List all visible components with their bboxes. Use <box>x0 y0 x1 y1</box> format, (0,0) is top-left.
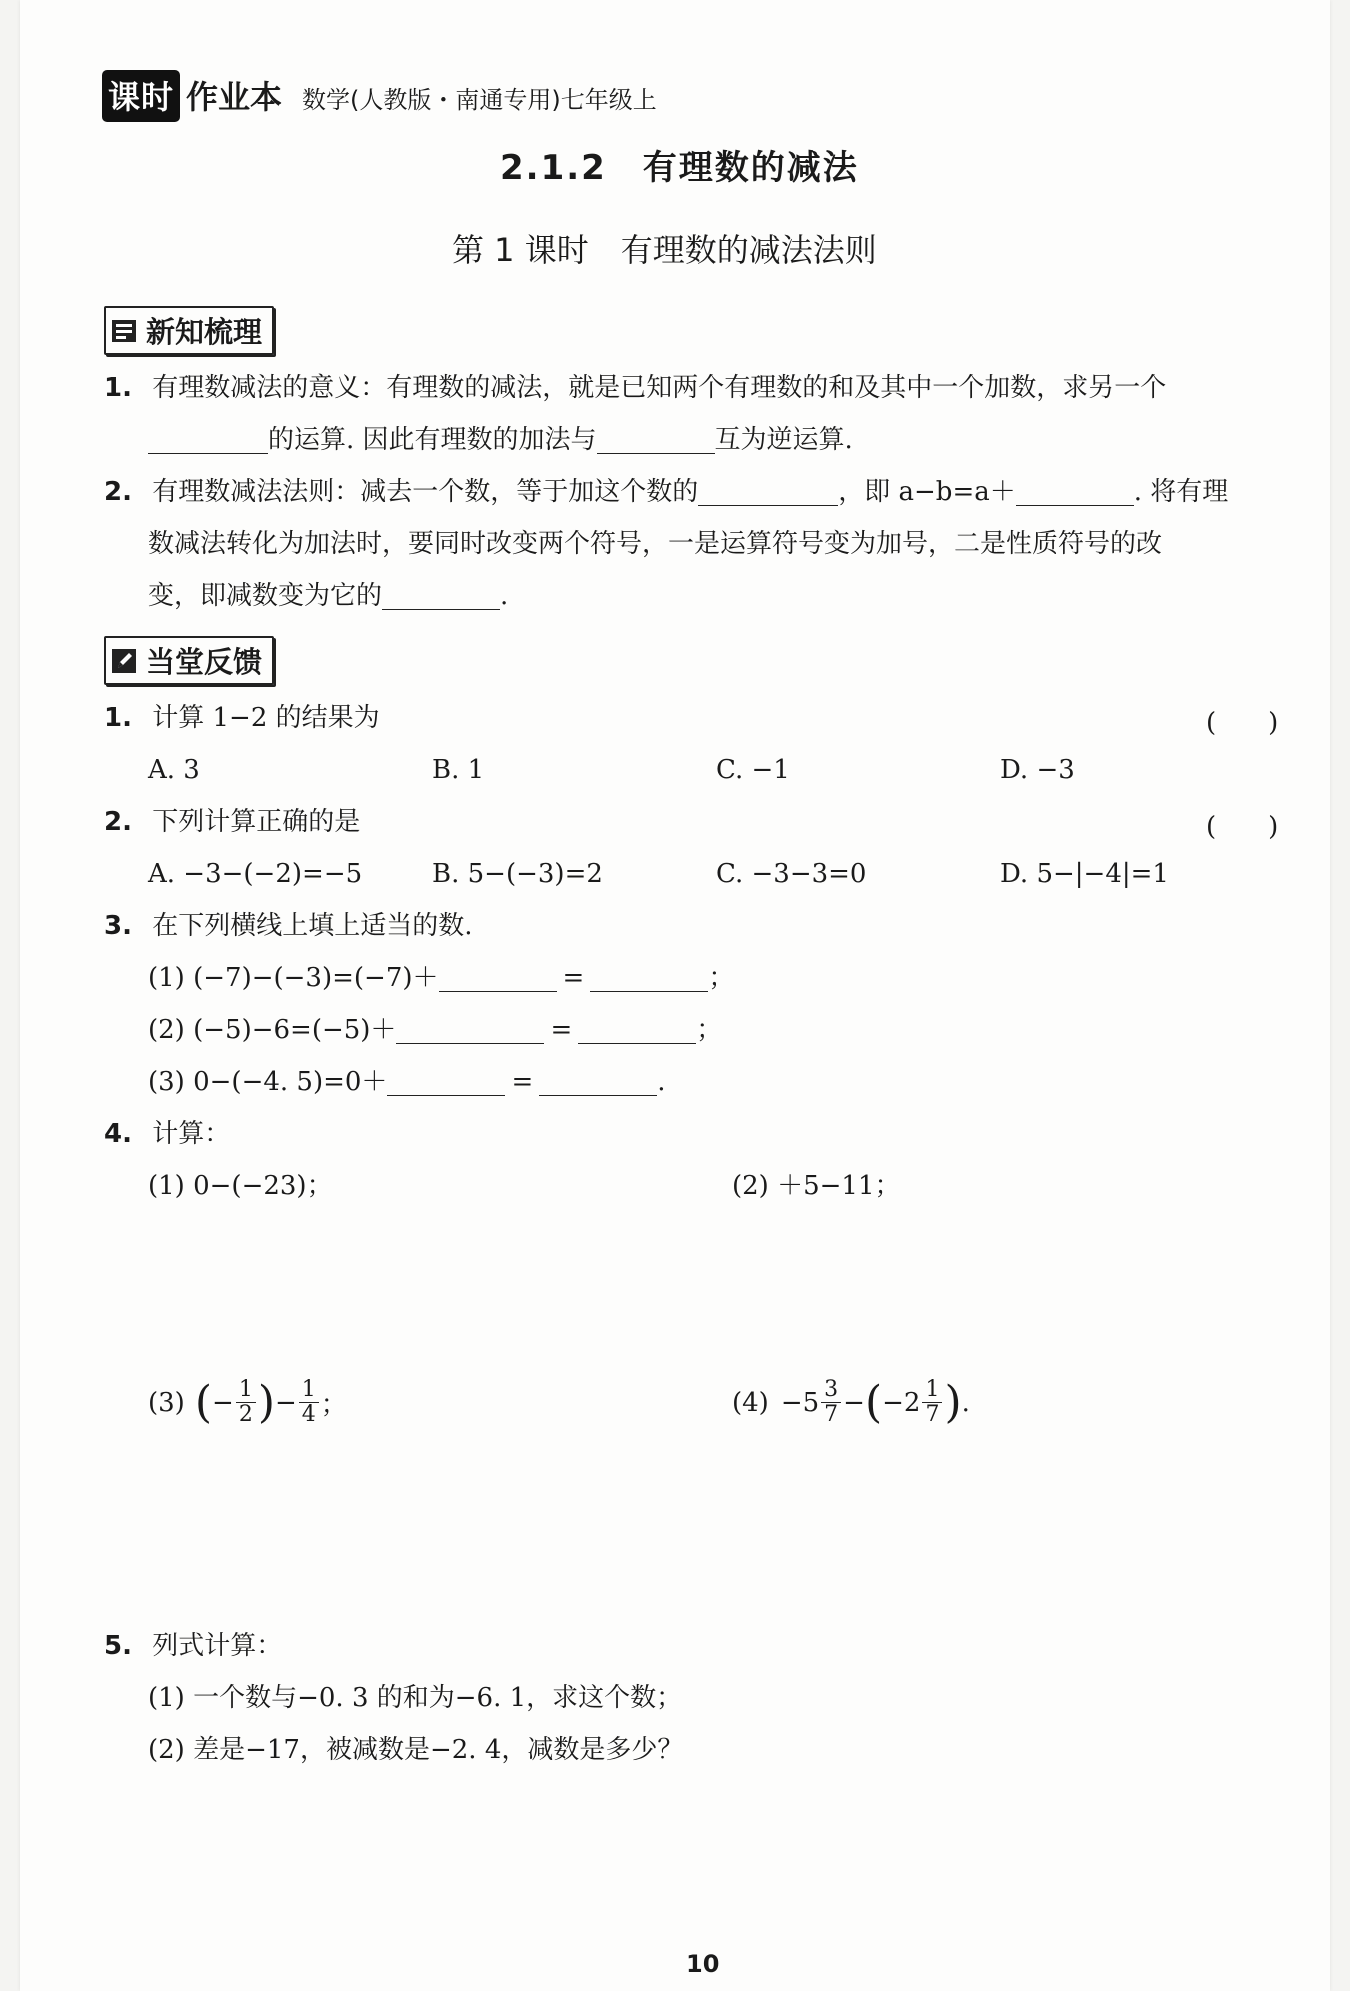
brand-name: 作业本 <box>186 78 283 116</box>
feedback-question-3: 3. 在下列横线上填上适当的数. <box>104 911 473 941</box>
calc-item-4: (4) −5 $\frac{3}{7}$ − ( −2 $\frac{1}{7}$ ) . <box>732 1376 970 1428</box>
feedback-question-5: 5. 列式计算： <box>104 1631 283 1661</box>
option-d[interactable]: D. 5−|−4|=1 <box>1000 859 1169 889</box>
section-tag-feedback <box>104 636 274 685</box>
answer-blank[interactable] <box>590 959 708 992</box>
section-title: 2.1.2 有理数的减法 <box>500 148 859 188</box>
fraction: $\frac{1}{4}$ <box>299 1378 319 1427</box>
word-problem-1: (1) 一个数与−0. 3 的和为−6. 1，求这个数； <box>148 1683 683 1713</box>
word-problem-2: (2) 差是−17，被减数是−2. 4，减数是多少？ <box>148 1735 684 1765</box>
answer-blank[interactable] <box>1016 473 1134 506</box>
page-number: 10 <box>686 1950 720 1978</box>
calc-item-3: (3) ( − $\frac{1}{2}$ ) − $\frac{1}{4}$ ； <box>148 1376 347 1428</box>
section-tag-knowledge <box>104 306 274 355</box>
answer-paren[interactable]: ( ) <box>1206 708 1279 738</box>
knowledge-item-1-line-1: 1. 有理数减法的意义：有理数的减法，就是已知两个有理数的和及其中一个加数，求另一个 <box>104 373 1167 403</box>
section-knowledge-label: 新知梳理 <box>146 315 263 349</box>
option-a[interactable]: A. −3−(−2)=−5 <box>148 859 363 889</box>
knowledge-item-2-line-1: 2. 有理数减法法则：减去一个数，等于加这个数的 ，即 a−b=a＋ . 将有理 <box>104 466 1228 518</box>
fill-item-3: (3) 0−(−4. 5)=0＋ = . <box>148 1056 666 1108</box>
knowledge-item-2-line-3: 变，即减数变为它的 . <box>148 570 508 622</box>
calc-item-1: (1) 0−(−23)； <box>148 1171 333 1201</box>
option-b[interactable]: B. 1 <box>432 755 485 785</box>
brand-logo: 课时 <box>102 70 180 122</box>
fill-item-2: (2) (−5)−6=(−5)＋ = ； <box>148 1004 722 1056</box>
fraction: $\frac{1}{7}$ <box>922 1378 942 1427</box>
fill-item-1: (1) (−7)−(−3)=(−7)＋ = ； <box>148 952 734 1004</box>
answer-blank[interactable] <box>578 1011 696 1044</box>
pencil-icon <box>110 647 138 675</box>
section-feedback-label: 当堂反馈 <box>146 645 263 679</box>
book-icon <box>110 317 138 345</box>
subject-label: 数学(人教版・南通专用)七年级上 <box>302 86 657 114</box>
feedback-question-1: 1. 计算 1−2 的结果为 <box>104 703 380 733</box>
option-c[interactable]: C. −3−3=0 <box>716 859 867 889</box>
answer-blank[interactable] <box>148 421 268 454</box>
feedback-question-2: 2. 下列计算正确的是 <box>104 807 361 837</box>
worksheet-page <box>20 0 1330 1991</box>
fraction: $\frac{3}{7}$ <box>821 1378 841 1427</box>
option-a[interactable]: A. 3 <box>148 755 200 785</box>
knowledge-item-2-line-2: 数减法转化为加法时，要同时改变两个符号，一是运算符号变为加号，二是性质符号的改 <box>148 529 1163 559</box>
answer-paren[interactable]: ( ) <box>1206 812 1279 842</box>
answer-blank[interactable] <box>396 1011 544 1044</box>
answer-blank[interactable] <box>597 421 715 454</box>
lesson-title: 第 1 课时 有理数的减法法则 <box>452 231 877 269</box>
option-d[interactable]: D. −3 <box>1000 755 1075 785</box>
answer-blank[interactable] <box>439 959 557 992</box>
knowledge-item-1-line-2: 的运算. 因此有理数的加法与 互为逆运算. <box>148 414 853 466</box>
answer-blank[interactable] <box>698 473 838 506</box>
answer-blank[interactable] <box>382 577 500 610</box>
option-c[interactable]: C. −1 <box>716 755 790 785</box>
calc-item-2: (2) ＋5−11； <box>732 1171 901 1201</box>
answer-blank[interactable] <box>539 1063 657 1096</box>
header <box>102 70 657 122</box>
answer-blank[interactable] <box>387 1063 505 1096</box>
option-b[interactable]: B. 5−(−3)=2 <box>432 859 603 889</box>
fraction: $\frac{1}{2}$ <box>236 1378 256 1427</box>
feedback-question-4: 4. 计算： <box>104 1119 231 1149</box>
